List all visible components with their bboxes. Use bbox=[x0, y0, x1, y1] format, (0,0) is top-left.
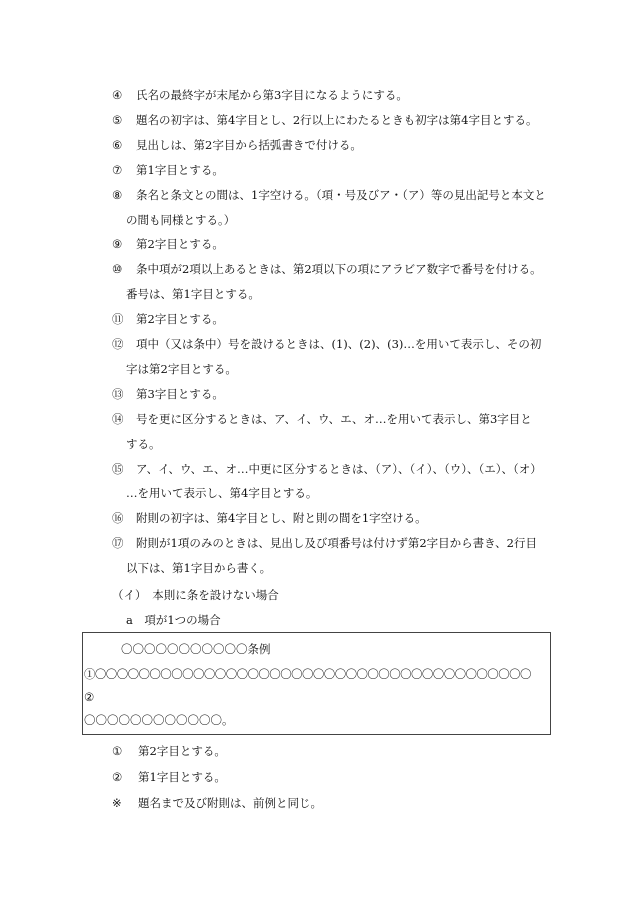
item-text: 条名と条文との間は、1字空ける。（項・号及びア・（ア）等の見出記号と本文と bbox=[136, 188, 546, 202]
item-number: ④ bbox=[112, 88, 123, 102]
item-text-continued: 以下は、第1字目から書く。 bbox=[126, 561, 272, 575]
item-text: 附則の初字は、第4字目とし、附と則の間を1字空ける。 bbox=[136, 511, 427, 525]
item-text-continued: 番号は、第1字目とする。 bbox=[126, 287, 260, 301]
item-number: ⑨ bbox=[112, 237, 123, 251]
item-number: ⑧ bbox=[112, 188, 123, 202]
item-number: ⑰ bbox=[112, 536, 124, 550]
item-text-continued: する。 bbox=[126, 437, 161, 451]
item-text: 号を更に区分するときは、ア、イ、ウ、エ、オ…を用いて表示し、第3字目と bbox=[136, 412, 532, 426]
section-heading: （イ） 本則に条を設けない場合 bbox=[112, 588, 279, 602]
item-number: ⑯ bbox=[112, 511, 124, 525]
item-text: 氏名の最終字が末尾から第3字目になるようにする。 bbox=[136, 88, 408, 102]
item-text: 第2字目とする。 bbox=[136, 237, 224, 251]
item-number: ⑫ bbox=[112, 337, 124, 351]
item-text-continued: の間も同様とする。） bbox=[126, 213, 236, 227]
item-number: ⑥ bbox=[112, 138, 123, 152]
item-text: 第2字目とする。 bbox=[136, 312, 224, 326]
example-line-3: 〇〇〇〇〇〇〇〇〇〇〇〇。 bbox=[84, 713, 234, 727]
note-text: 第1字目とする。 bbox=[138, 770, 226, 784]
item-number: ⑩ bbox=[112, 262, 123, 276]
item-number: ⑪ bbox=[112, 312, 124, 326]
item-text: 条中項が2項以上あるときは、第2項以下の項にアラビア数字で番号を付ける。 bbox=[136, 262, 542, 276]
item-text: 第3字目とする。 bbox=[136, 387, 224, 401]
sub-heading: a 項が1つの場合 bbox=[126, 613, 221, 627]
item-number: ⑤ bbox=[112, 113, 123, 127]
note-text: 第2字目とする。 bbox=[138, 744, 226, 758]
note-text: 題名まで及び附則は、前例と同じ。 bbox=[138, 796, 322, 810]
note-number: ② bbox=[112, 770, 123, 784]
note-number: ※ bbox=[112, 796, 122, 810]
example-title: 〇〇〇〇〇〇〇〇〇〇〇条例 bbox=[121, 642, 271, 656]
example-line-2: ② bbox=[84, 690, 95, 704]
example-box bbox=[82, 632, 551, 735]
item-text: ア、イ、ウ、エ、オ…中更に区分するときは、（ア）、（イ）、（ウ）、（エ）、（オ） bbox=[136, 462, 542, 476]
item-number: ⑭ bbox=[112, 412, 124, 426]
item-text: 附則が1項のみのときは、見出し及び項番号は付けず第2字目から書き、2行目 bbox=[136, 536, 537, 550]
note-number: ① bbox=[112, 744, 123, 758]
example-line-1: ①〇〇〇〇〇〇〇〇〇〇〇〇〇〇〇〇〇〇〇〇〇〇〇〇〇〇〇〇〇〇〇〇〇〇〇〇〇〇〇〇 bbox=[84, 667, 531, 681]
item-number: ⑬ bbox=[112, 387, 124, 401]
item-text: 項中（又は条中）号を設けるときは、(1)、(2)、(3)…を用いて表示し、その初 bbox=[136, 337, 542, 351]
item-text: 題名の初字は、第4字目とし、2行以上にわたるときも初字は第4字目とする。 bbox=[136, 113, 538, 127]
item-text-continued: 字は第2字目とする。 bbox=[126, 362, 237, 376]
item-text: 見出しは、第2字目から括弧書きで付ける。 bbox=[136, 138, 362, 152]
item-number: ⑮ bbox=[112, 462, 124, 476]
item-text-continued: …を用いて表示し、第4字目とする。 bbox=[126, 486, 318, 500]
item-number: ⑦ bbox=[112, 163, 123, 177]
item-text: 第1字目とする。 bbox=[136, 163, 224, 177]
